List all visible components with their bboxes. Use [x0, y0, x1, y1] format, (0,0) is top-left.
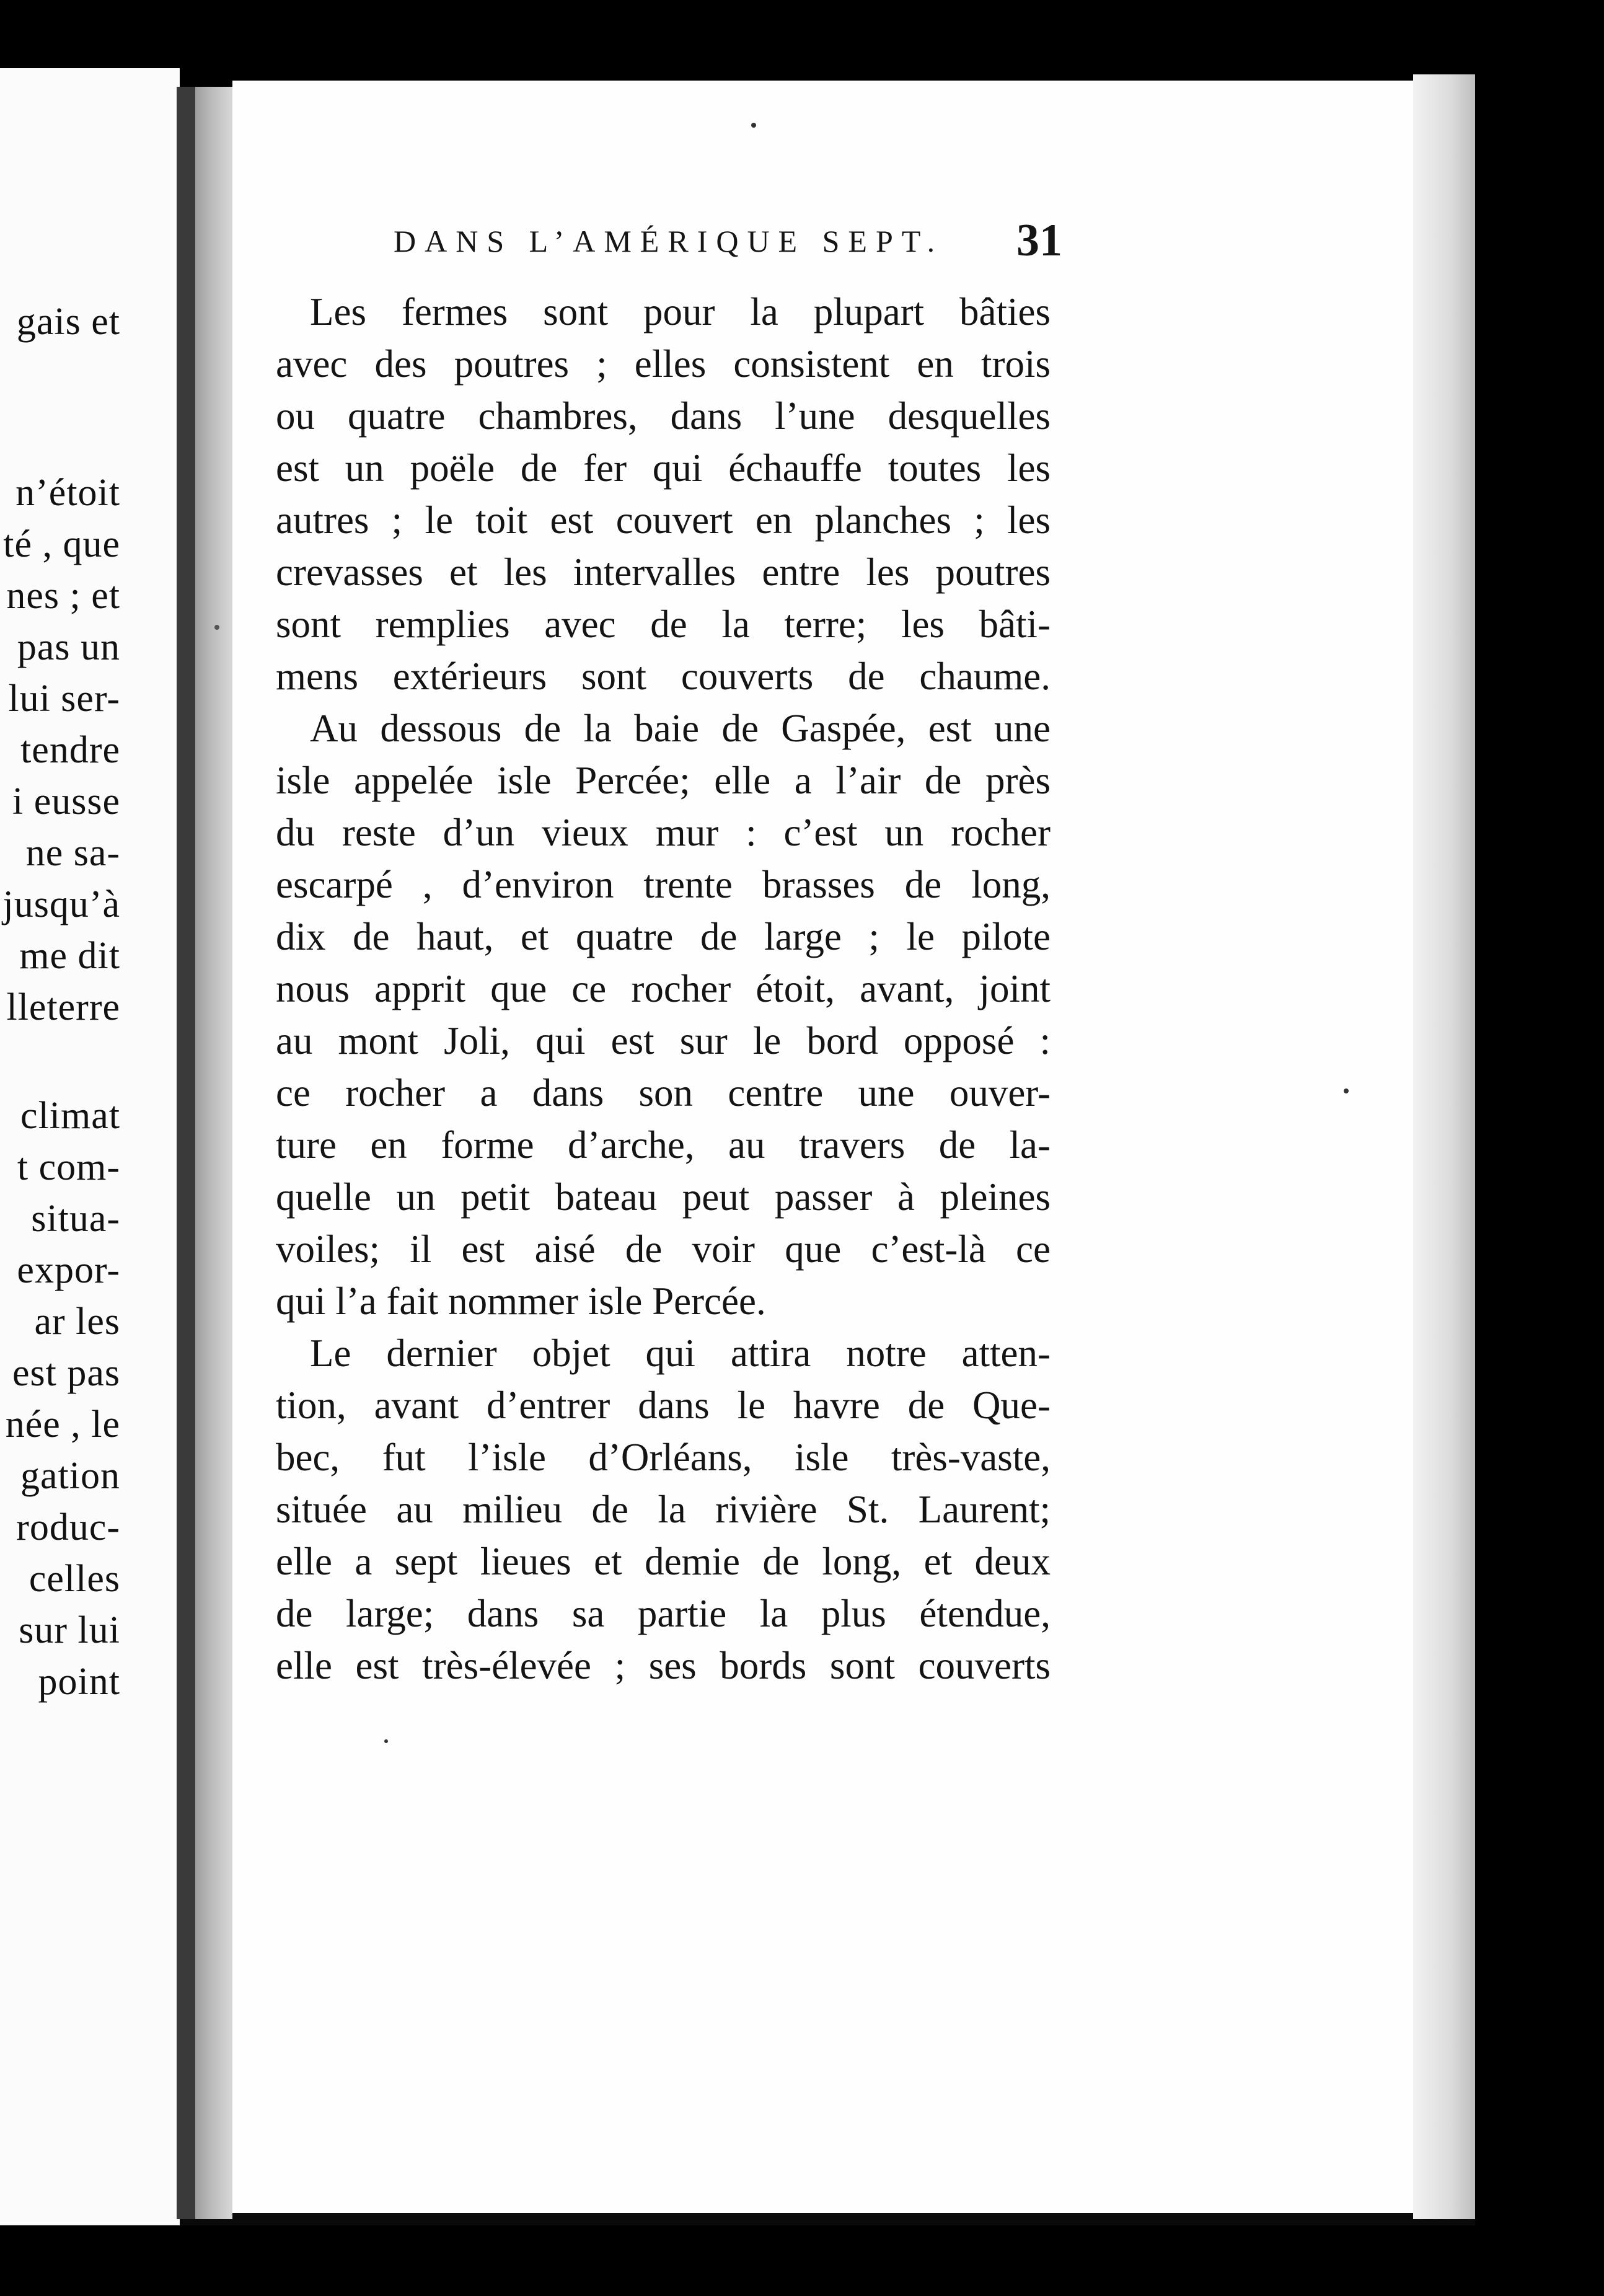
- body-text-line: située au milieu de la rivière St. Laurent;: [276, 1488, 1051, 1531]
- body-text-line: voiles; il est aisé de voir que c’est-là ce: [276, 1227, 1051, 1271]
- left-page-line: expor-: [17, 1249, 120, 1291]
- left-page-line: jusqu’à: [2, 883, 120, 925]
- body-text-line: escarpé , d’environ trente brasses de long,: [276, 863, 1051, 906]
- left-page-line: roduc-: [16, 1506, 120, 1548]
- left-page-line: est pas: [12, 1352, 120, 1394]
- paper-speck: [751, 123, 756, 128]
- body-text-line: Au dessous de la baie de Gaspée, est une: [310, 707, 1051, 750]
- paper-speck: [214, 625, 219, 630]
- left-page-line: me dit: [19, 935, 120, 977]
- body-text-line: est un poële de fer qui échauffe toutes les: [276, 446, 1051, 490]
- body-text-line: sont remplies avec de la terre; les bâti-: [276, 603, 1051, 646]
- left-page-line: ne sa-: [25, 832, 120, 874]
- left-page-line: lleterre: [6, 986, 120, 1028]
- body-text-line: tion, avant d’entrer dans le havre de Que-: [276, 1384, 1051, 1427]
- left-page-line: ar les: [34, 1300, 120, 1343]
- running-head: DANS L’AMÉRIQUE SEPT.: [394, 224, 944, 258]
- scan-border-bottom: [0, 2225, 1604, 2296]
- scan-border-top: [0, 0, 1604, 87]
- left-page-line: sur lui: [19, 1609, 120, 1651]
- left-page-line: lui ser-: [8, 678, 120, 720]
- body-text-line: crevasses et les intervalles entre les poutres: [276, 550, 1051, 594]
- left-page-line: i eusse: [12, 780, 120, 823]
- left-page-line: n’étoit: [15, 472, 120, 514]
- body-text-line: ture en forme d’arche, au travers de la-: [276, 1123, 1051, 1167]
- left-page-line: point: [38, 1661, 120, 1703]
- left-page-line: situa-: [31, 1198, 120, 1240]
- body-text-line: elle a sept lieues et demie de long, et deux: [276, 1540, 1051, 1583]
- facing-page-left: [0, 68, 180, 2244]
- body-text-line: Le dernier objet qui attira notre atten-: [310, 1331, 1051, 1375]
- page-fore-edge: [1413, 74, 1475, 2219]
- paper-speck: [384, 1739, 388, 1743]
- left-page-line: nes ; et: [6, 575, 120, 617]
- body-text-line: mens extérieurs sont couverts de chaume.: [276, 655, 1051, 698]
- body-text-line: Les fermes sont pour la plupart bâties: [310, 290, 1051, 333]
- body-text-line: quelle un petit bateau peut passer à pleines: [276, 1175, 1051, 1219]
- left-page-line: celles: [29, 1558, 120, 1600]
- body-text-line: isle appelée isle Percée; elle a l’air de près: [276, 759, 1051, 802]
- body-text-line: au mont Joli, qui est sur le bord opposé :: [276, 1019, 1051, 1062]
- body-text-line: ou quatre chambres, dans l’une desquelles: [276, 394, 1051, 438]
- body-text-line: ce rocher a dans son centre une ouver-: [276, 1071, 1051, 1115]
- left-page-line: pas un: [17, 626, 120, 668]
- body-text-line: qui l’a fait nommer isle Percée.: [276, 1279, 766, 1323]
- scan-border-right: [1475, 0, 1604, 2296]
- book-gutter-dark-edge: [177, 87, 195, 2219]
- left-page-line: té , que: [3, 523, 120, 565]
- body-text-line: avec des poutres ; elles consistent en trois: [276, 342, 1051, 386]
- body-text-line: de large; dans sa partie la plus étendue,: [276, 1592, 1051, 1635]
- left-page-line: gais et: [16, 301, 120, 343]
- body-text-line: elle est très-élevée ; ses bords sont couverts: [276, 1644, 1051, 1687]
- left-page-line: climat: [20, 1095, 120, 1137]
- body-text-line: du reste d’un vieux mur : c’est un rocher: [276, 811, 1051, 854]
- body-text-line: bec, fut l’isle d’Orléans, isle très-vaste,: [276, 1436, 1051, 1479]
- body-text-line: autres ; le toit est couvert en planches ; les: [276, 498, 1051, 542]
- left-page-line: t com-: [17, 1146, 120, 1188]
- body-text-line: dix de haut, et quatre de large ; le pilote: [276, 915, 1051, 958]
- body-text-line: nous apprit que ce rocher étoit, avant, joint: [276, 967, 1051, 1010]
- left-page-line: gation: [20, 1455, 120, 1497]
- page-number: 31: [1016, 215, 1062, 266]
- paper-speck: [1344, 1088, 1349, 1093]
- left-page-line: tendre: [20, 729, 120, 771]
- left-page-line: née , le: [5, 1403, 120, 1446]
